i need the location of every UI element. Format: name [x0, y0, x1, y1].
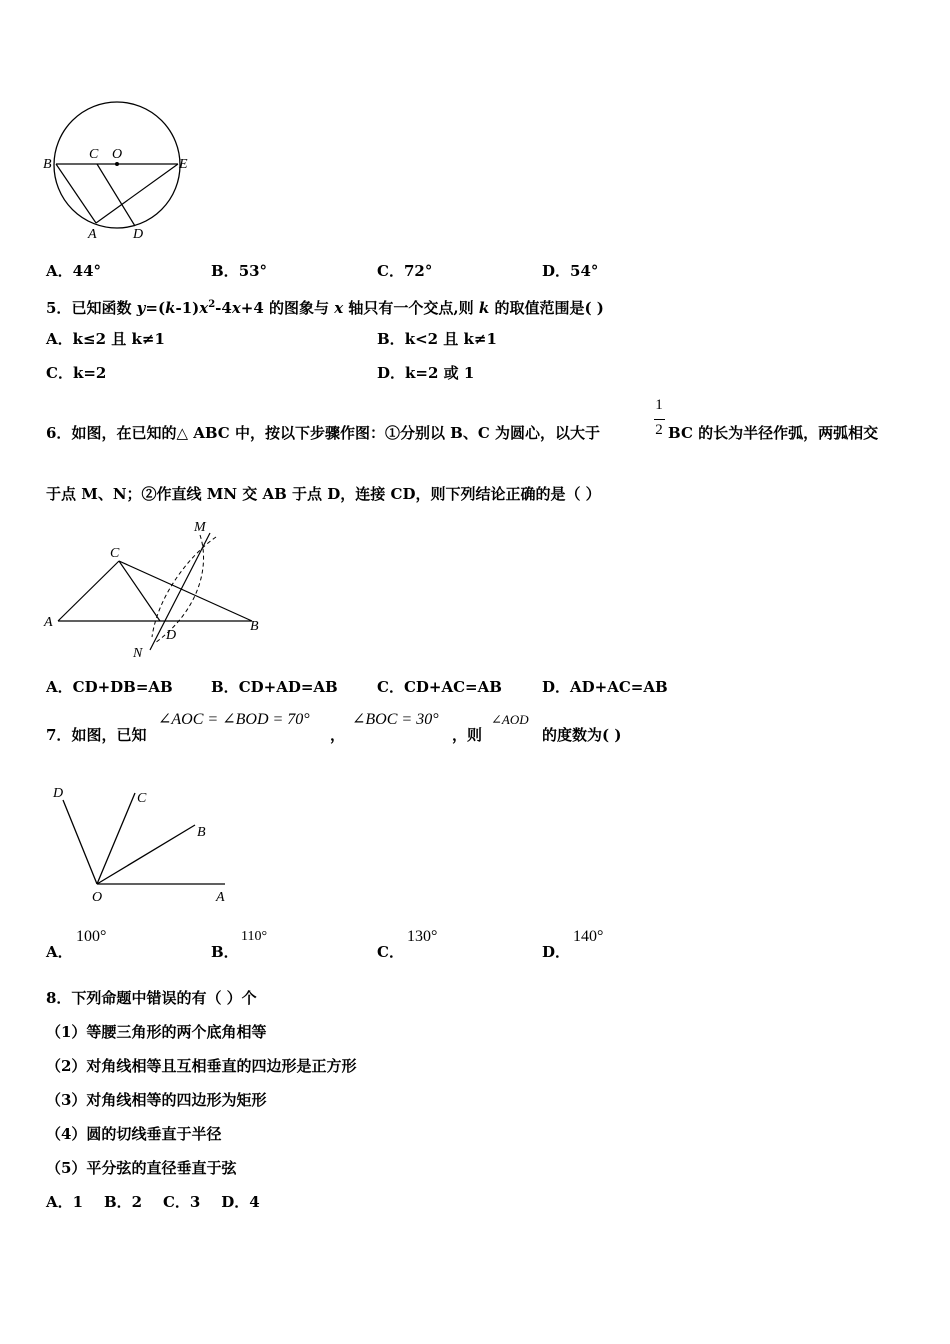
- label-o: O: [112, 147, 123, 162]
- q8-options[interactable]: A．1 B．2 C．3 D．4: [46, 1193, 260, 1211]
- ray-od: [63, 800, 97, 884]
- q7-option-a[interactable]: A．: [46, 943, 73, 961]
- q6-stem-line1b: BC 的长为半径作弧，两弧相交: [668, 424, 879, 442]
- q6-stem-line1: 6．如图，在已知的△ ABC 中，按以下步骤作图：①分别以 B、C 为圆心，以大于: [46, 424, 601, 442]
- q5-option-d[interactable]: D．k=2 或 1: [377, 364, 475, 382]
- q7-option-d-value: 140°: [573, 928, 604, 945]
- label-a: A: [44, 615, 53, 630]
- q7-stem-end: 的度数为( ): [542, 726, 622, 744]
- segment-ae: [96, 164, 178, 223]
- q4-circle-figure: [40, 100, 210, 245]
- q6-option-a[interactable]: A．CD+DB=AB: [46, 678, 173, 696]
- q7-comma-2: ，则: [452, 726, 483, 744]
- q6-triangle-figure: [40, 515, 270, 665]
- q6-fraction-bar: [654, 419, 665, 420]
- q5-option-b[interactable]: B．k<2 且 k≠1: [377, 330, 497, 348]
- q5-option-c[interactable]: C．k=2: [46, 364, 107, 382]
- label-d: D: [166, 628, 177, 643]
- label-n: N: [133, 646, 143, 661]
- q4-option-b[interactable]: B．53°: [211, 262, 268, 280]
- segment-cd: [97, 164, 135, 226]
- label-d: D: [53, 786, 64, 801]
- ray-ob: [97, 825, 195, 884]
- q7-option-b[interactable]: B．: [211, 943, 239, 961]
- ray-oc: [97, 793, 135, 884]
- line-mn: [150, 533, 210, 650]
- q7-target-angle: ∠AOD: [491, 712, 529, 727]
- side-ac: [58, 561, 119, 621]
- arc-from-b: [152, 537, 216, 637]
- q7-condition-2: ∠BOC = 30°: [352, 711, 439, 728]
- center-dot: [115, 162, 119, 166]
- q4-option-c[interactable]: C．72°: [377, 262, 433, 280]
- q4-option-d[interactable]: D．54°: [542, 262, 599, 280]
- q6-fraction-denominator: 2: [655, 422, 663, 438]
- label-d: D: [133, 227, 144, 242]
- q7-angle-figure: [40, 775, 240, 910]
- label-c: C: [110, 546, 120, 561]
- label-c: C: [89, 147, 99, 162]
- label-a: A: [216, 890, 225, 905]
- q6-option-c[interactable]: C．CD+AC=AB: [377, 678, 502, 696]
- q8-item-3: （3）对角线相等的四边形为矩形: [46, 1091, 267, 1109]
- label-e: E: [179, 157, 188, 172]
- label-c: C: [137, 791, 147, 806]
- label-b: B: [250, 619, 259, 634]
- q7-comma-1: ，: [330, 726, 346, 744]
- q8-stem: 8．下列命题中错误的有（ ）个: [46, 989, 257, 1007]
- q6-option-b[interactable]: B．CD+AD=AB: [211, 678, 338, 696]
- segment-ba: [56, 164, 96, 223]
- label-m: M: [194, 520, 206, 535]
- q5-option-a[interactable]: A．k≤2 且 k≠1: [46, 330, 165, 348]
- label-b: B: [43, 157, 52, 172]
- q8-item-4: （4）圆的切线垂直于半径: [46, 1125, 222, 1143]
- label-a: A: [88, 227, 97, 242]
- q7-condition-1: ∠AOC = ∠BOD = 70°: [158, 711, 310, 728]
- q7-option-d[interactable]: D．: [542, 943, 571, 961]
- q8-item-5: （5）平分弦的直径垂直于弦: [46, 1159, 237, 1177]
- q7-option-c[interactable]: C．: [377, 943, 404, 961]
- q7-option-c-value: 130°: [407, 928, 438, 945]
- q6-option-d[interactable]: D．AD+AC=AB: [542, 678, 668, 696]
- q7-stem-start: 7．如图，已知: [46, 726, 147, 744]
- q7-option-b-value: 110°: [241, 929, 268, 944]
- q6-stem-line2: 于点 M、N；②作直线 MN 交 AB 于点 D，连接 CD，则下列结论正确的是（ ）: [46, 485, 601, 503]
- label-b: B: [197, 825, 206, 840]
- q7-option-a-value: 100°: [76, 928, 107, 945]
- q5-stem: 5．已知函数 $y=(k-1)x^2-4x+4$ 的图象与 x 轴只有一个交点,则 k 的取值范围是( ): [46, 299, 604, 317]
- label-o: O: [92, 890, 103, 905]
- q8-item-2: （2）对角线相等且互相垂直的四边形是正方形: [46, 1057, 357, 1075]
- q4-option-a[interactable]: A．44°: [46, 262, 102, 280]
- q8-item-1: （1）等腰三角形的两个底角相等: [46, 1023, 267, 1041]
- q6-fraction-numerator: 1: [655, 397, 663, 413]
